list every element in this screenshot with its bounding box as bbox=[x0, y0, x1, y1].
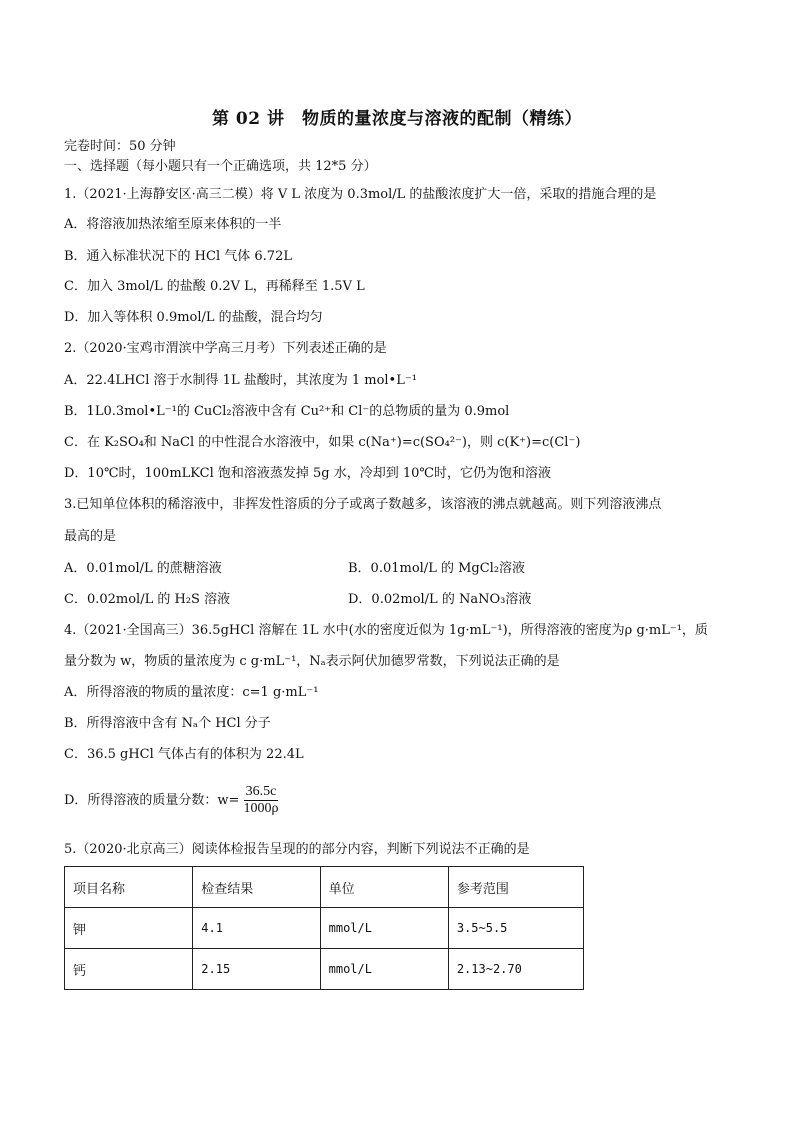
q1-option-d: D．加入等体积 0.9mol/L 的盐酸，混合均匀 bbox=[64, 310, 323, 325]
q3-option-a: A．0.01mol/L 的蔗糖溶液 bbox=[64, 561, 222, 576]
q4-option-b: B．所得溶液中含有 Nₐ个 HCl 分子 bbox=[64, 716, 271, 731]
q2-option-a: A．22.4LHCl 溶于水制得 1L 盐酸时，其浓度为 1 mol•L⁻¹ bbox=[64, 373, 417, 388]
q1-stem: 1.（2021·上海静安区·高三二模）将 V L 浓度为 0.3mol/L 的盐酸浓度扩大一倍，采取的措施合理的是 bbox=[64, 187, 657, 202]
q1-option-a: A．将溶液加热浓缩至原来体积的一半 bbox=[64, 217, 282, 232]
q3-stem-line1: 3.已知单位体积的稀溶液中，非挥发性溶质的分子或离子数越多，该溶液的沸点就越高。则下列溶液沸点 bbox=[64, 497, 662, 512]
q5-stem: 5.（2020·北京高三）阅读体检报告呈现的的部分内容，判断下列说法不正确的是 bbox=[64, 842, 530, 857]
header-cell-result: 检查结果 bbox=[193, 867, 320, 908]
q3-option-b: B．0.01mol/L 的 MgCl₂溶液 bbox=[348, 561, 526, 576]
header-cell-unit: 单位 bbox=[320, 867, 448, 908]
page-title: 第 02 讲 物质的量浓度与溶液的配制（精练） bbox=[212, 109, 582, 129]
table-cell: 3.5~5.5 bbox=[448, 908, 583, 949]
table-cell: 2.13~2.70 bbox=[448, 949, 583, 990]
q2-stem: 2.（2020·宝鸡市渭滨中学高三月考）下列表述正确的是 bbox=[64, 341, 387, 356]
q2-option-d: D．10℃时，100mLKCl 饱和溶液蒸发掉 5g 水，冷却到 10℃时，它仍为饱和溶液 bbox=[64, 466, 551, 481]
q4-option-d-label: D．所得溶液的质量分数：w= bbox=[64, 793, 240, 808]
q4-fraction bbox=[241, 784, 280, 817]
q4-option-a: A．所得溶液的物质的量浓度：c=1 g·mL⁻¹ bbox=[64, 685, 319, 700]
table-header-row bbox=[65, 867, 584, 908]
header-cell-item: 项目名称 bbox=[65, 867, 193, 908]
table-cell: 钙 bbox=[65, 949, 193, 990]
section-heading: 一、选择题（每小题只有一个正确选项，共 12*5 分） bbox=[64, 159, 377, 174]
q4-fraction-numerator: 36.5c bbox=[245, 784, 277, 799]
report-table bbox=[64, 866, 584, 990]
q1-option-c: C．加入 3mol/L 的盐酸 0.2V L，再稀释至 1.5V L bbox=[64, 279, 365, 294]
q1-option-b: B．通入标准状况下的 HCl 气体 6.72L bbox=[64, 249, 292, 264]
table-cell: 4.1 bbox=[193, 908, 320, 949]
q2-option-b: B．1L0.3mol•L⁻¹的 CuCl₂溶液中含有 Cu²⁺和 Cl⁻的总物质的量为 0.9mol bbox=[64, 404, 510, 419]
q4-stem-line2: 量分数为 w，物质的量浓度为 c g·mL⁻¹，Nₐ表示阿伏加德罗常数，下列说法正确的是 bbox=[64, 654, 560, 669]
q4-option-c: C．36.5 gHCl 气体占有的体积为 22.4L bbox=[64, 747, 304, 762]
table-cell: mmol/L bbox=[320, 949, 448, 990]
q3-stem-line2: 最高的是 bbox=[64, 529, 117, 544]
table-cell: 2.15 bbox=[193, 949, 320, 990]
table-row bbox=[65, 949, 584, 990]
exam-time: 完卷时间：50 分钟 bbox=[64, 139, 176, 154]
q4-stem-line1: 4.（2021·全国高三）36.5gHCl 溶解在 1L 水中(水的密度近似为 1g·mL⁻¹)，所得溶液的密度为ρ g·mL⁻¹，质 bbox=[64, 623, 708, 638]
q3-option-d: D．0.02mol/L 的 NaNO₃溶液 bbox=[348, 592, 532, 607]
q4-option-d bbox=[64, 784, 280, 817]
table-cell: 钾 bbox=[65, 908, 193, 949]
q2-option-c: C．在 K₂SO₄和 NaCl 的中性混合水溶液中，如果 c(Na⁺)=c(SO₄²⁻)，则 c(K⁺)=c(Cl⁻) bbox=[64, 435, 581, 450]
q3-option-c: C．0.02mol/L 的 H₂S 溶液 bbox=[64, 592, 231, 607]
header-cell-range: 参考范围 bbox=[448, 867, 583, 908]
table-cell: mmol/L bbox=[320, 908, 448, 949]
table-row bbox=[65, 908, 584, 949]
q4-fraction-denominator: 1000ρ bbox=[243, 801, 279, 816]
